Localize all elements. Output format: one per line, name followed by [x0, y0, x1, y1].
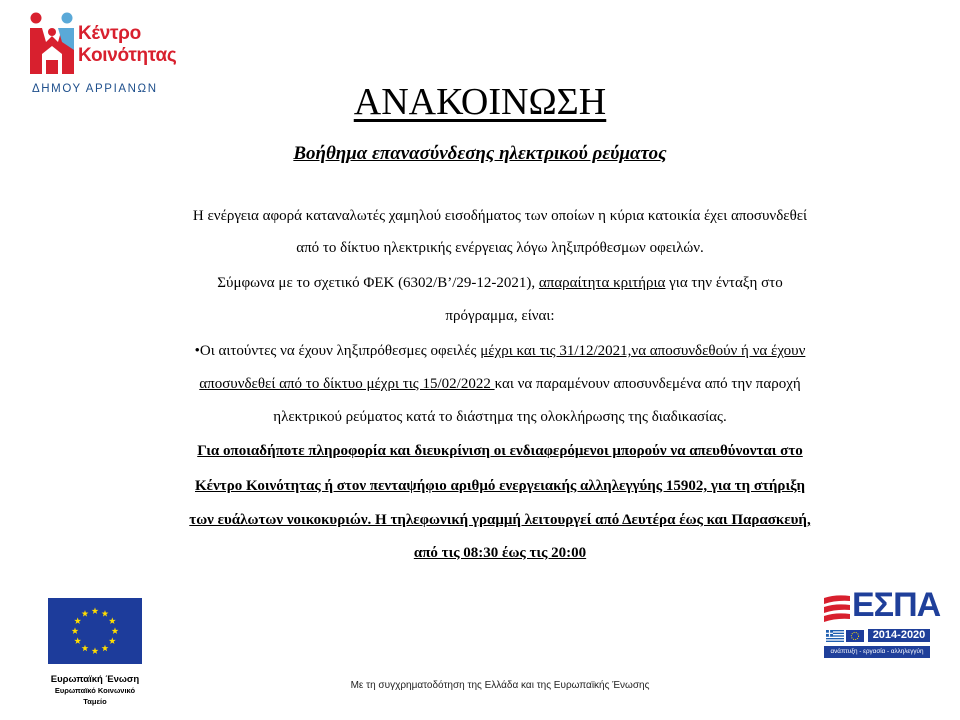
eu-caption-line3: Ταμείο — [83, 697, 107, 706]
body-line — [100, 273, 900, 293]
bullet-line — [100, 374, 900, 394]
espa-swoosh-icon — [822, 592, 852, 628]
eu-mini-flag-icon — [846, 630, 864, 642]
body-line — [100, 306, 900, 326]
info-line — [100, 476, 900, 496]
info-hours: από τις 08:30 έως τις 20:00 — [413, 545, 587, 561]
logo-municipality: ΔΗΜΟΥ ΑΡΡΙΑΝΩΝ — [32, 83, 158, 95]
body-text: από το δίκτυο ηλεκτρικής ενέργειας λόγω ληξιπρόθεσμων οφειλών. — [296, 240, 704, 256]
espa-logo — [822, 586, 941, 664]
body-line — [100, 238, 900, 258]
body-text: πρόγραμμα, είναι: — [445, 308, 555, 324]
body-text: Σύμφωνα με το σχετικό ΦΕΚ (6302/Β’/29-12-2021), — [217, 275, 539, 291]
bullet-line — [100, 341, 900, 361]
espa-wordmark: ΕΣΠΑ — [852, 586, 941, 624]
announcement-subtitle: Βοήθημα επανασύνδεσης ηλεκτρικού ρεύματος — [293, 143, 667, 164]
body-text: •Οι αιτούντες να έχουν ληξιπρόθεσμες οφειλές — [194, 343, 481, 359]
body-text: και να παραμένουν αποσυνδεμένα από την παροχή — [494, 376, 801, 392]
info-line — [100, 441, 900, 461]
body-line — [100, 206, 900, 226]
logo-name-line2: Κοινότητας — [78, 45, 177, 66]
family-house-logo-icon — [28, 10, 76, 76]
logo-name-line1: Κέντρο — [78, 23, 141, 44]
disconnection-deadline-emphasis: αποσυνδεθεί από το δίκτυο μέχρι τις 15/02/2022 — [199, 376, 495, 392]
info-line — [100, 543, 900, 563]
info-text: των ευάλωτων νοικοκυριών. Η τηλεφωνική γραμμή λειτουργεί από Δευτέρα έως και Παρασκευή, — [189, 512, 811, 528]
announcement-title: ΑΝΑΚΟΙΝΩΣΗ — [353, 81, 607, 123]
eu-flag-icon — [48, 598, 142, 664]
cofinancing-note: Με τη συγχρηματοδότηση της Ελλάδα και της Ευρωπαϊκής Ένωσης — [350, 680, 650, 691]
espa-years: 2014-2020 — [868, 629, 930, 642]
info-text: Για οποιαδήποτε πληροφορία και διευκρίνιση οι ενδιαφερόμενοι μπορούν να απευθύνονται στο — [197, 443, 803, 459]
body-text: Η ενέργεια αφορά καταναλωτές χαμηλού εισοδήματος των οποίων η κύρια κατοικία έχει αποσυνδεθεί — [192, 208, 808, 224]
greek-flag-icon — [826, 630, 844, 642]
eu-caption — [20, 674, 170, 707]
bullet-line — [100, 407, 900, 427]
espa-motto: ανάπτυξη - εργασία - αλληλεγγύη — [824, 646, 930, 658]
criteria-emphasis: απαραίτητα κριτήρια — [538, 275, 666, 291]
info-text: Κέντρο Κοινότητας ή στον πενταψήφιο αριθμό ενεργειακής αλληλεγγύης 15902, για τη στήριξη — [195, 478, 805, 494]
body-text: ηλεκτρικού ρεύματος κατά το διάστημα της ολοκλήρωσης της διαδικασίας. — [273, 409, 727, 425]
body-text: για την ένταξη στο — [665, 275, 783, 291]
eu-caption-line1: Ευρωπαϊκή Ένωση — [50, 674, 140, 685]
deadline-emphasis: μέχρι και τις 31/12/2021,να αποσυνδεθούν ή να έχουν — [480, 343, 806, 359]
eu-caption-line2: Ευρωπαϊκό Κοινωνικό — [54, 686, 136, 695]
info-line — [100, 510, 900, 530]
